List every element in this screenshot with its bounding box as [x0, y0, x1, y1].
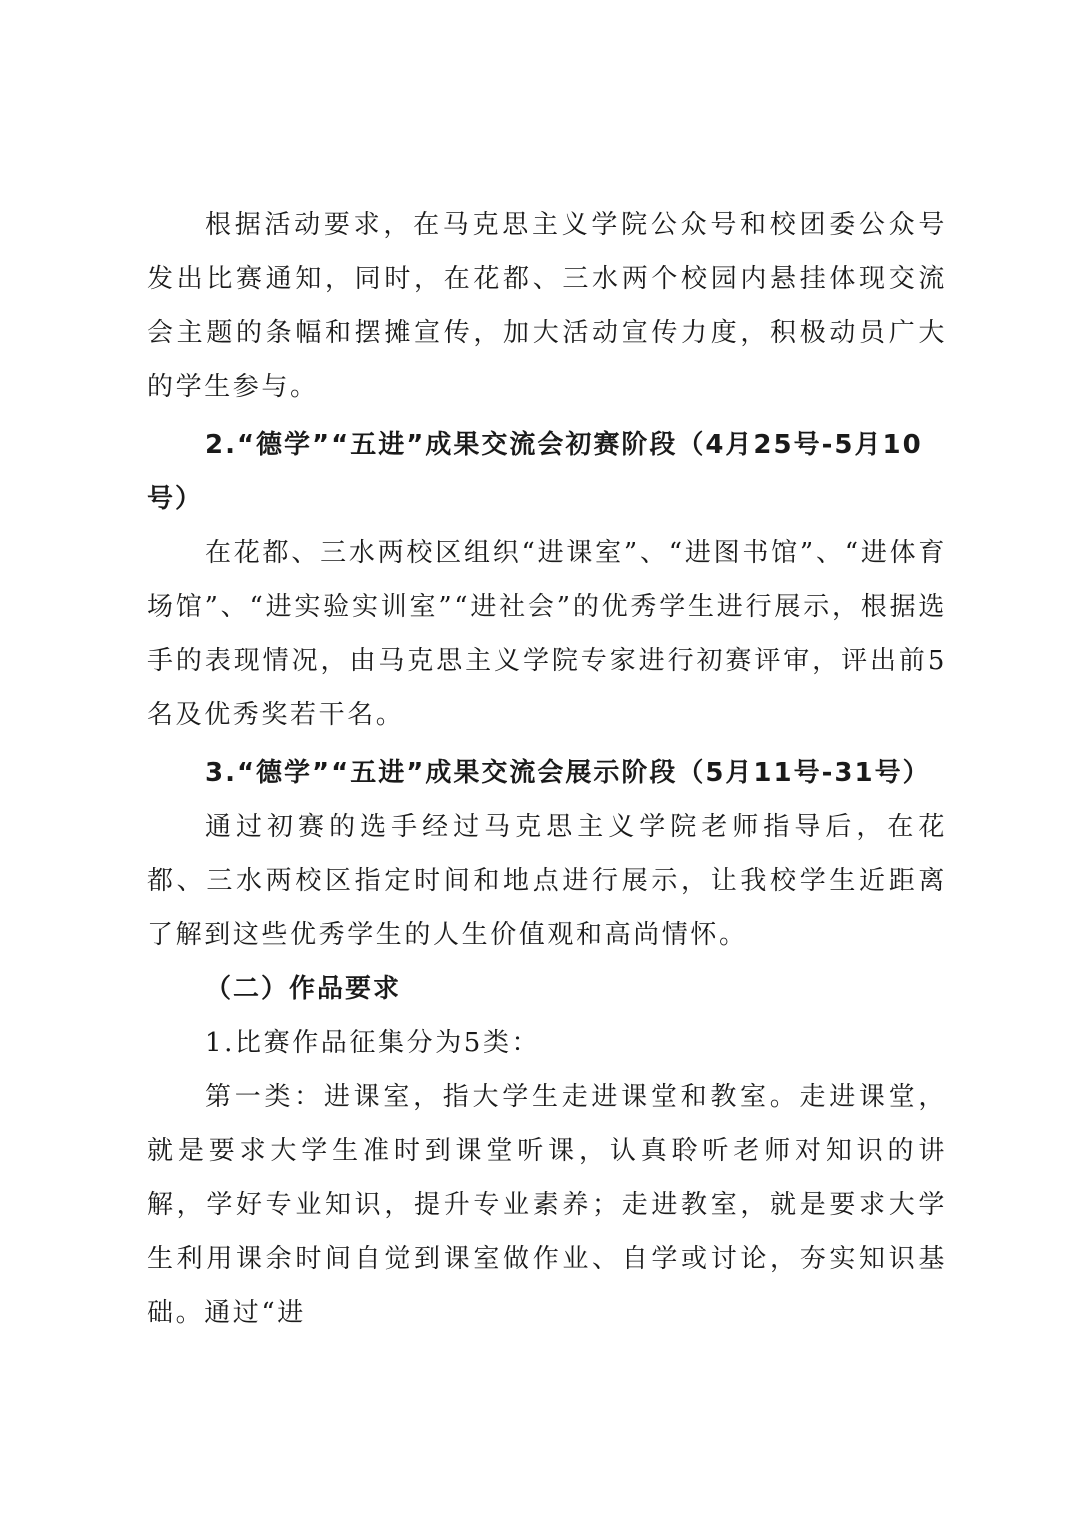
paragraph-publicity: 根据活动要求，在马克思主义学院公众号和校团委公众号发出比赛通知，同时，在花都、三水两个校园内悬挂体现交流会主题的条幅和摆摊宣传，加大活动宣传力度，积极动员广大的学生参与。 — [147, 210, 947, 402]
heading-preliminary-stage: 2.“德学”“五进”成果交流会初赛阶段（4月25号-5月10号） — [147, 430, 923, 514]
paragraph-preliminary: 在花都、三水两校区组织“进课室”、“进图书馆”、“进体育场馆”、“进实验实训室”“进社会”的优秀学生进行展示，根据选手的表现情况，由马克思主义学院专家进行初赛评审，评出前5名及优秀奖若干名。 — [147, 538, 947, 730]
paragraph-showcase: 通过初赛的选手经过马克思主义学院老师指导后，在花都、三水两校区指定时间和地点进行展示，让我校学生近距离了解到这些优秀学生的人生价值观和高尚情怀。 — [147, 812, 947, 950]
paragraph-category-one: 第一类：进课室，指大学生走进课堂和教室。走进课堂，就是要求大学生准时到课堂听课，认真聆听老师对知识的讲解，学好专业知识，提升专业素养；走进教室，就是要求大学生利用课余时间自觉到课室做作业、自学或讨论，夯实知识基础。通过“进 — [147, 1082, 947, 1328]
heading-work-requirements: （二）作品要求 — [205, 974, 402, 1004]
paragraph-categories-intro: 1.比赛作品征集分为5类： — [205, 1028, 541, 1058]
document-body — [147, 198, 947, 1340]
heading-showcase-stage: 3.“德学”“五进”成果交流会展示阶段（5月11号-31号） — [205, 758, 931, 788]
